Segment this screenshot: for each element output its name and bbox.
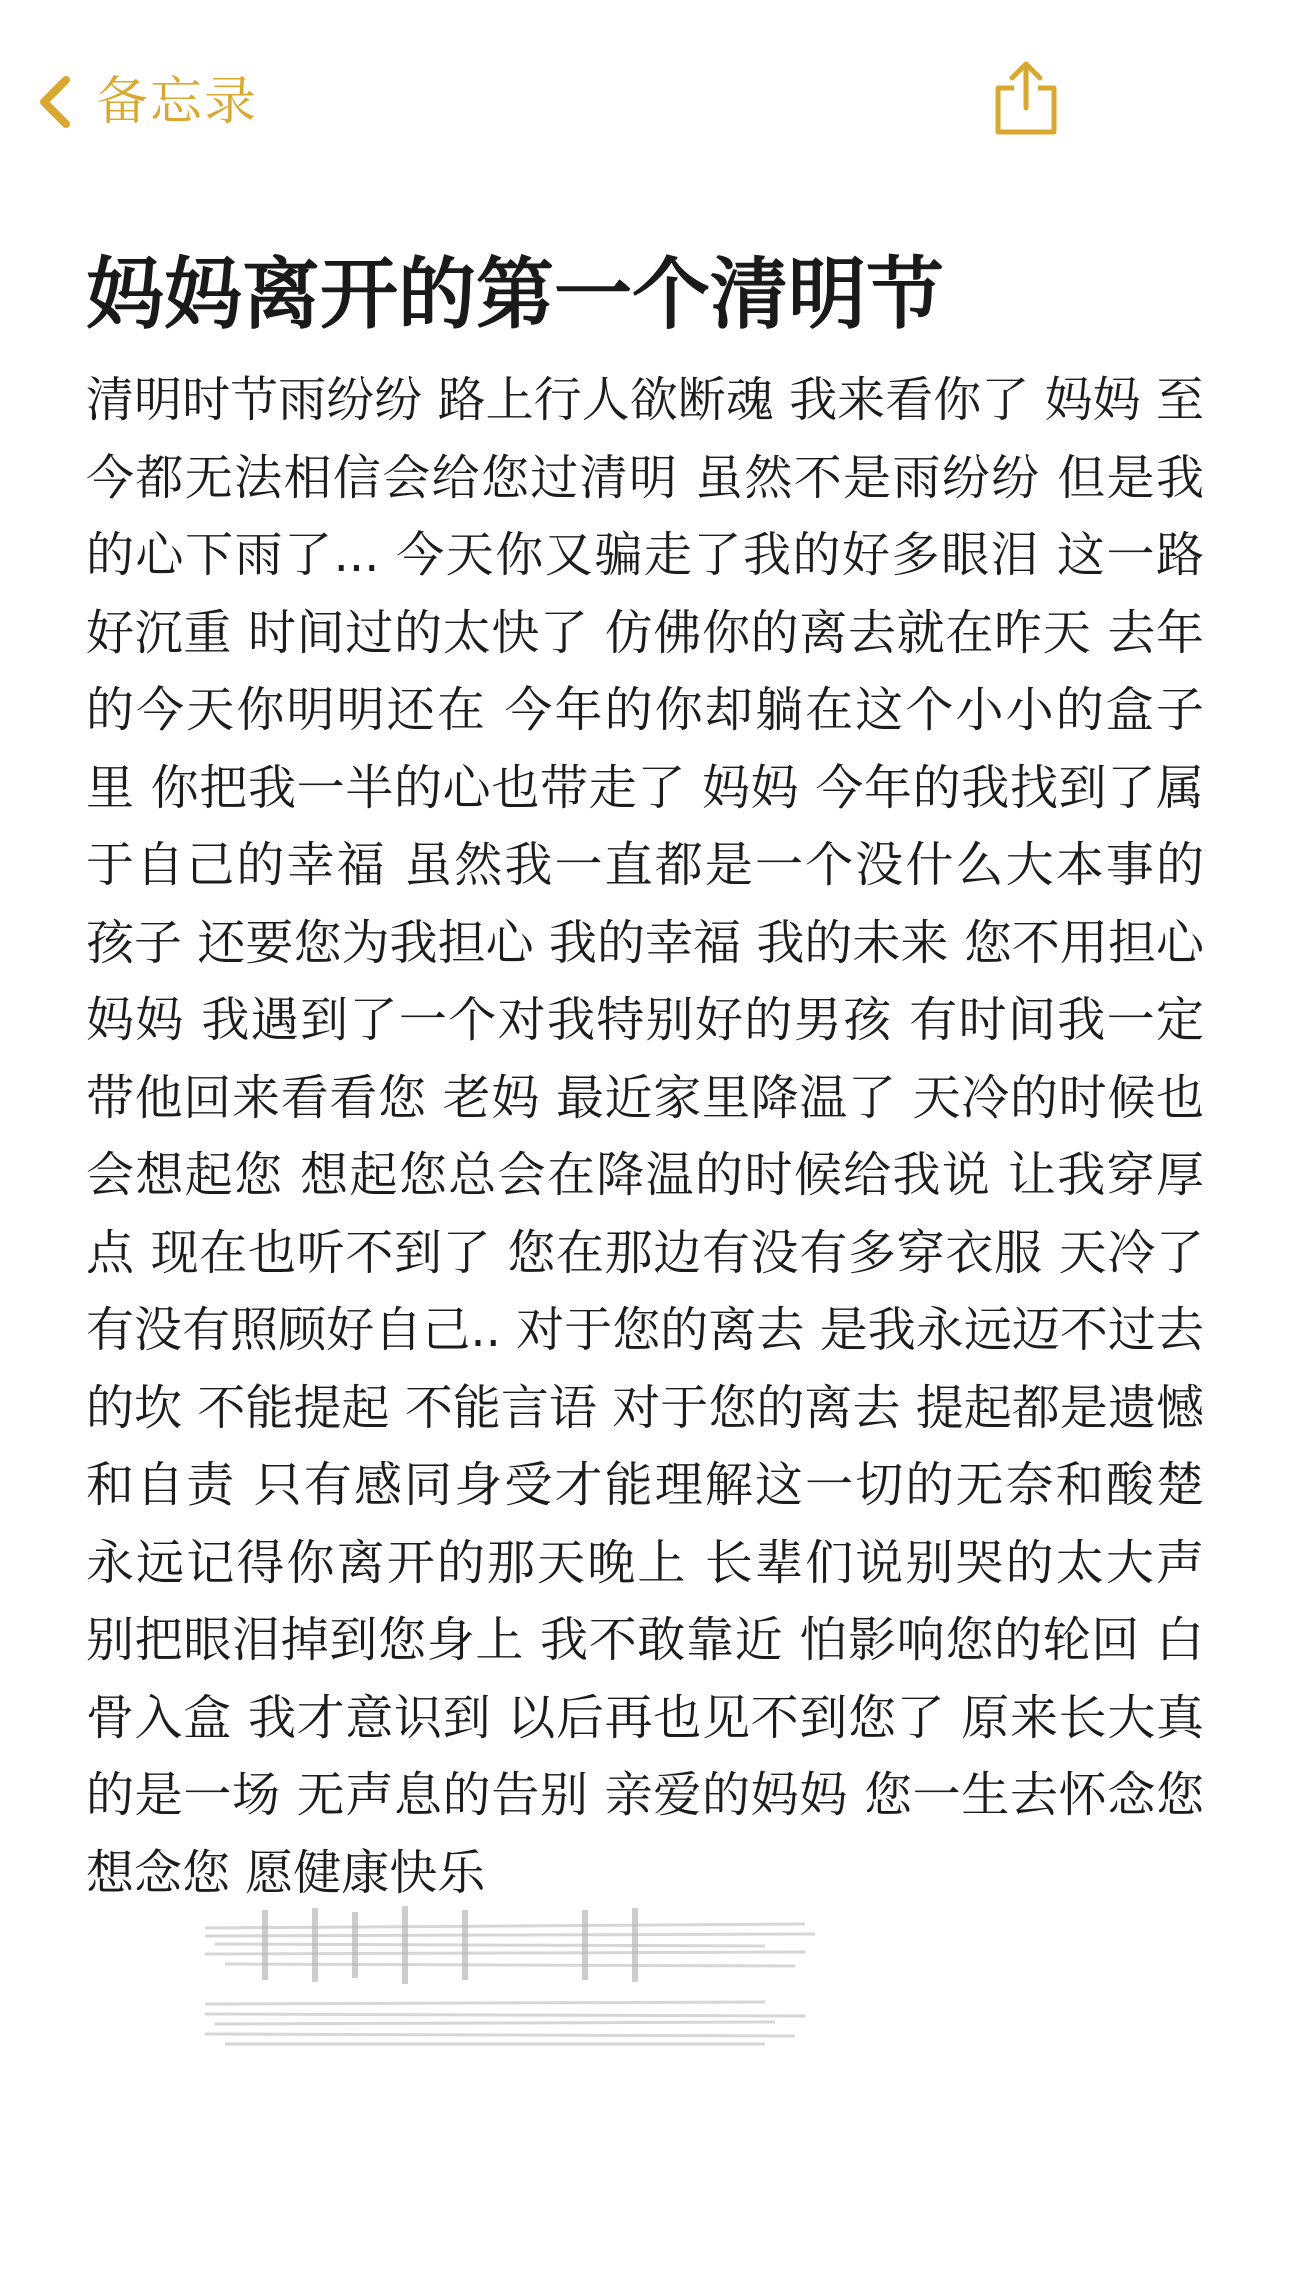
back-label: 备忘录: [96, 72, 259, 132]
note-body[interactable]: 清明时节雨纷纷 路上行人欲断魂 我来看你了 妈妈 至今都无法相信会给您过清明 虽然不是雨纷纷 但是我的心下雨了... 今天你又骗走了我的好多眼泪 这一路好沉重 时间过的太快了 仿佛你的离去就在昨天 去年的今天你明明还在 今年的你却躺在这个小小的盒子里 你把我一半的心也带走了 妈妈 今年的我找到了属于自己的幸福 虽然我一直都是一个没什么大本事的孩子 还要您为我担心 我的幸福 我的未来 您不用担心 妈妈 我遇到了一个对我特别好的男孩 有时间我一定带他回来看看您 老妈 最近家里降温了 天冷的时候也会想起您 想起您总会在降温的时候给我说 让我穿厚点 现在也听不到了 您在那边有没有多穿衣服 天冷了 有没有照顾好自己.. 对于您的离去 是我永远迈不过去的坎 不能提起 不能言语 对于您的离去 提起都是遗憾和自责 只有感同身受才能理解这一切的无奈和酸楚 永远记得你离开的那天晚上 长辈们说别哭的太大声 别把眼泪掉到您身上 我不敢靠近 怕影响您的轮回 白骨入盒 我才意识到 以后再也见不到您了 原来长大真的是一场 无声息的告别 亲爱的妈妈 您一生去怀念您 想念您 愿健康快乐: [86, 372, 1204, 1901]
redaction-scribble: [205, 1900, 825, 2080]
back-button[interactable]: [36, 70, 258, 134]
chevron-left-icon: [36, 72, 76, 132]
note-title: 妈妈离开的第一个清明节: [86, 250, 945, 340]
navigation-bar: [0, 0, 1290, 200]
share-icon[interactable]: [990, 58, 1062, 138]
